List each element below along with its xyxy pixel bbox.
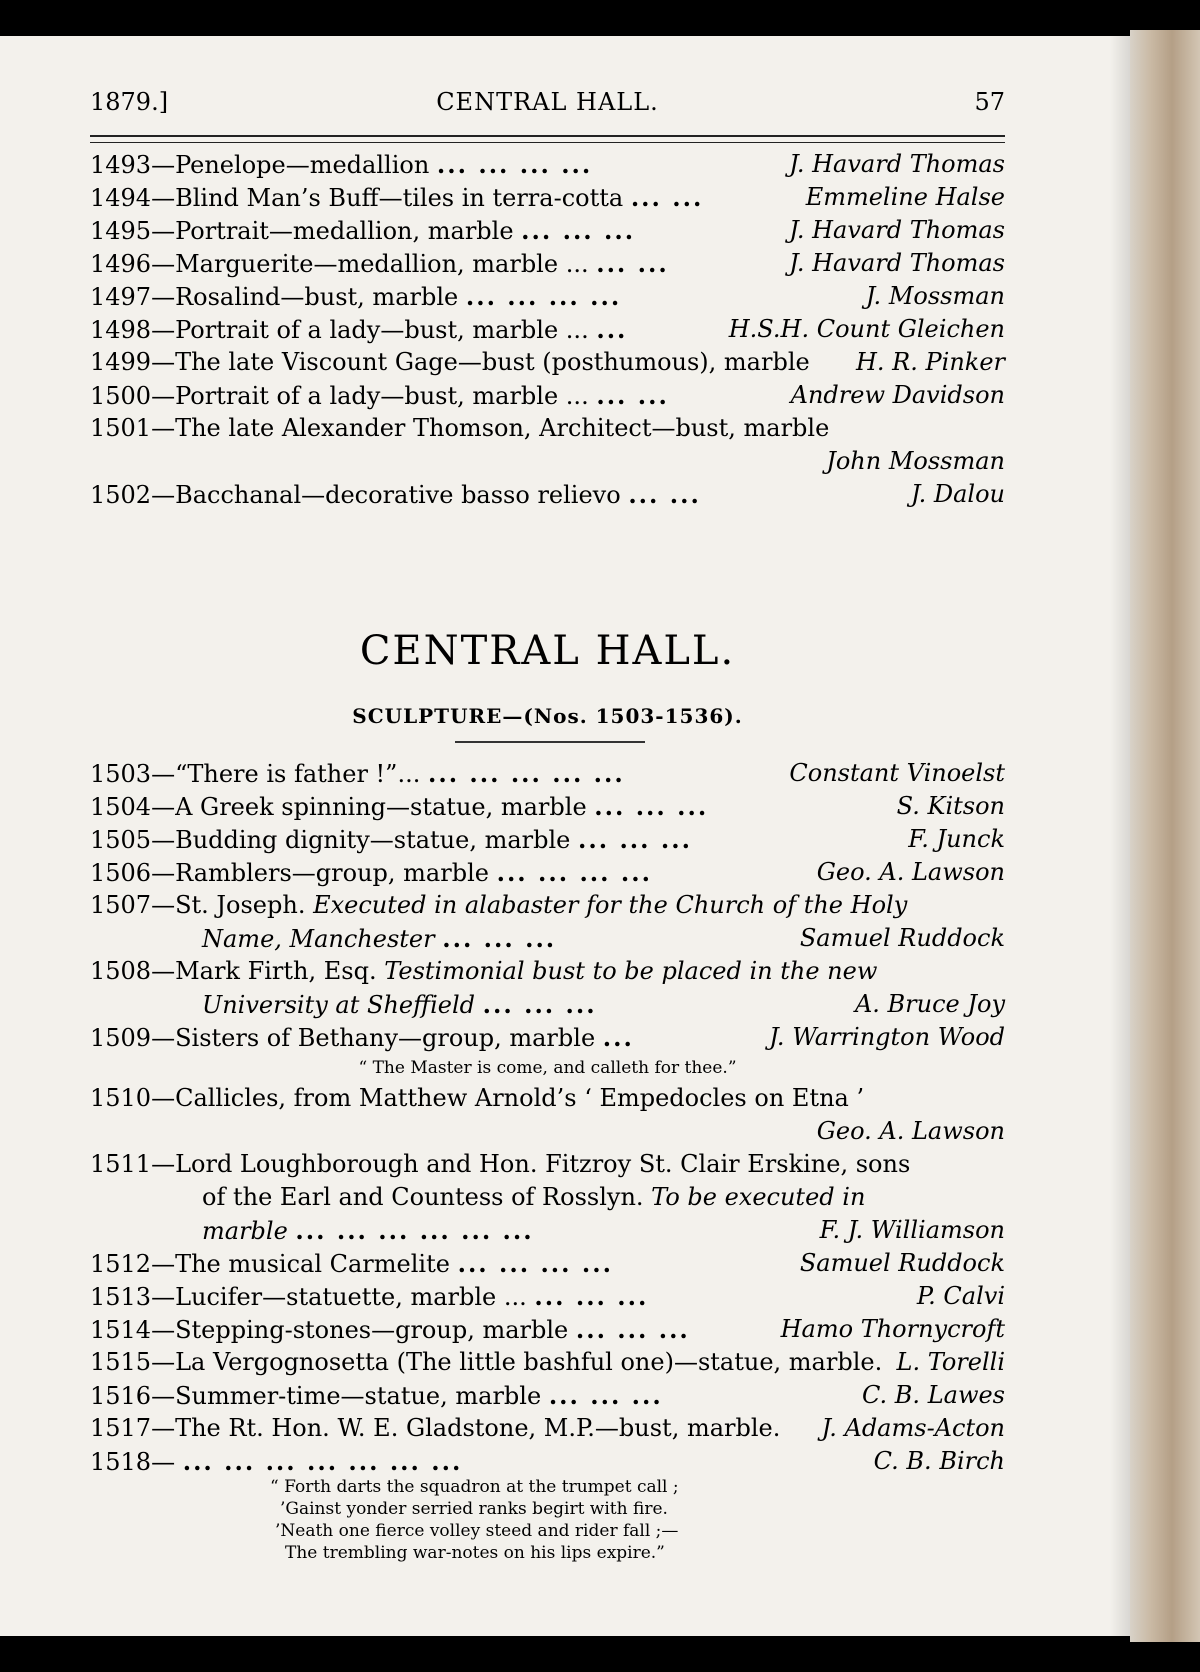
artist-name: A. Bruce Joy [854,990,1005,1018]
entry-title: 1518— [90,1448,176,1476]
page-edges [1130,30,1200,1642]
entry-title: 1513—Lucifer—statuette, marble ... [90,1283,527,1311]
entry-description: Executed in alabaster for the Church of the Holy [313,891,908,919]
catalogue-entry [90,379,1005,412]
artist-name: C. B. Lawes [862,1381,1005,1409]
catalogue-entry [90,346,1005,379]
artist-name: S. Kitson [896,792,1005,820]
leader-dots: ... ... ... ... [436,150,593,179]
artist-name: J. Warrington Wood [769,1023,1005,1051]
verse-line: ’Neath one fierce volley steed and rider fall ;— [275,1521,679,1541]
verse-line: The trembling war-notes on his lips expire.” [285,1543,665,1563]
catalogue-entry [90,1379,1005,1412]
catalogue-entry [90,478,1005,511]
entry-title: 1496—Marguerite—medallion, marble ... [90,250,589,278]
entries-top [90,148,1005,511]
catalogue-entry [90,922,1005,955]
entry-title: 1504—A Greek spinning—statue, marble [90,793,587,821]
entry-text [90,412,829,445]
catalogue-entry [90,148,1005,181]
leader-dots: ... ... ... ... [465,282,622,311]
entry-text [202,1214,534,1248]
entry-text [90,1379,663,1413]
entry-text [90,346,810,379]
entry-text [202,988,597,1022]
catalogue-entry [90,1021,1005,1054]
entry-text [90,478,701,512]
catalogue-entry [90,181,1005,214]
leader-dots: ... ... ... [594,792,709,821]
entry-title: 1514—Stepping-stones—group, marble [90,1316,569,1344]
catalogue-entry [90,823,1005,856]
leader-dots: ... ... ... ... ... [427,759,625,788]
entry-title: 1512—The musical Carmelite [90,1250,450,1278]
entry-quote: “ The Master is come, and calleth for thee.” [358,1058,737,1078]
entry-text [90,214,635,248]
header-rule-thin [90,142,1005,143]
catalogue-entry [90,412,1005,445]
page-number: 57 [974,88,1005,116]
header-rule-thick [90,135,1005,137]
artist-name: Hamo Thornycroft [780,1315,1005,1343]
entry-title: 1502—Bacchanal—decorative basso relievo [90,481,621,509]
entry-text [90,1021,634,1055]
catalogue-entry [90,1313,1005,1346]
entry-text [90,1313,690,1347]
entry-text [90,757,625,791]
entry-text [90,148,592,182]
entry-description: Testimonial bust to be placed in the new [384,957,878,985]
leader-dots: ... ... ... ... ... ... ... [182,1447,463,1476]
entry-text [90,313,627,347]
header-title: CENTRAL HALL. [436,88,659,116]
catalogue-entry [90,445,1005,478]
leader-dots: ... ... ... ... [457,1249,613,1278]
entry-title: 1511—Lord Loughborough and Hon. Fitzroy St. Clair Erskine, sons [90,1150,911,1178]
entry-title: 1515—La Vergognosetta (The little bashful one)—statue, marble. [90,1348,883,1376]
entry-title: 1507—St. Joseph. [90,891,306,919]
catalogue-entry [90,1412,1005,1445]
entry-text [202,1181,865,1214]
catalogue-entry [90,214,1005,247]
entry-title: 1493—Penelope—medallion [90,151,430,179]
entry-title: 1517—The Rt. Hon. W. E. Gladstone, M.P.—bust, marble. [90,1414,781,1442]
entry-text [90,1445,462,1479]
entry-title: 1495—Portrait—medallion, marble [90,217,514,245]
verse-quote [90,1476,1005,1564]
leader-dots: ... ... ... [442,924,557,953]
entry-text [90,1412,780,1445]
entry-text [90,889,907,922]
entry-text [90,790,708,824]
artist-name: Constant Vinoelst [789,759,1005,787]
entry-title: 1516—Summer-time—statue, marble [90,1382,542,1410]
artist-name: J. Havard Thomas [789,216,1005,244]
leader-dots: ... ... ... ... [496,858,652,887]
artist-name: Samuel Ruddock [799,924,1005,952]
entry-title: 1508—Mark Firth, Esq. [90,957,377,985]
catalogue-entry [90,1247,1005,1280]
entry-text [90,1247,613,1281]
verse-line: ’Gainst yonder serried ranks begirt with fire. [280,1499,668,1519]
section-subtitle: SCULPTURE—(Nos. 1503-1536). [352,704,743,728]
catalogue-entry [90,988,1005,1021]
leader-dots: ... ... ... [482,990,597,1019]
entry-text [90,823,692,857]
entry-text [90,1148,910,1181]
catalogue-entry [90,1280,1005,1313]
entry-text [90,247,669,281]
entry-text [90,1082,864,1115]
catalogue-entry [90,889,1005,922]
entry-continuation: Name, Manchester [202,925,435,953]
artist-name: P. Calvi [916,1282,1005,1310]
artist-name: J. Dalou [910,480,1005,508]
leader-dots: ... ... [596,381,669,410]
catalogue-entry [90,313,1005,346]
entries-bottom [90,757,1005,1478]
leader-dots: ... ... [628,480,701,509]
catalogue-entry [90,1148,1005,1181]
leader-dots: ... [596,315,628,344]
catalogue-entry [90,1115,1005,1148]
leader-dots: ... ... ... [548,1381,663,1410]
leader-dots: ... ... ... [534,1282,649,1311]
leader-dots: ... ... [630,183,704,212]
catalogue-entry [90,790,1005,823]
section-title: CENTRAL HALL. [359,628,736,674]
entry-text [90,379,669,413]
entry-title: 1503—“There is father !”... [90,760,421,788]
catalogue-entry [90,757,1005,790]
catalogue-entry [90,247,1005,280]
leader-dots: ... ... ... [578,825,692,854]
entry-continuation: of the Earl and Countess of Rosslyn. [202,1183,644,1211]
entry-title: 1500—Portrait of a lady—bust, marble ... [90,382,589,410]
entry-text [202,922,556,956]
entry-title: 1505—Budding dignity—statue, marble [90,826,571,854]
entry-text [90,955,877,988]
artist-name: J. Adams-Acton [821,1414,1005,1442]
entry-title: 1499—The late Viscount Gage—bust (posthumous), marble [90,348,810,376]
entry-text [90,856,652,890]
entry-title: 1506—Ramblers—group, marble [90,859,489,887]
leader-dots: ... [602,1023,634,1052]
running-header [90,88,1005,122]
entry-title: 1501—The late Alexander Thomson, Architect—bust, marble [90,414,830,442]
page-gutter-shadow [1110,36,1132,1636]
artist-name: Samuel Ruddock [799,1249,1005,1277]
artist-name: H. R. Pinker [855,348,1005,376]
artist-name: Geo. A. Lawson [816,1117,1005,1145]
entry-text [90,280,621,314]
entry-title: 1497—Rosalind—bust, marble [90,283,459,311]
entry-text [90,181,703,215]
artist-name: Andrew Davidson [790,381,1005,409]
entry-title: 1509—Sisters of Bethany—group, marble [90,1024,596,1052]
catalogue-entry [90,1214,1005,1247]
artist-name: F. Junck [908,825,1005,853]
artist-name: J. Havard Thomas [789,249,1005,277]
entry-text [90,1280,648,1314]
entry-continuation: University at Sheffield [202,991,476,1019]
leader-dots: ... ... ... [575,1315,690,1344]
catalogue-entry [90,955,1005,988]
catalogue-entry [90,856,1005,889]
entry-title: 1494—Blind Man’s Buff—tiles in terra-cotta [90,184,624,212]
entry-description: To be executed in [651,1183,866,1211]
artist-name: H.S.H. Count Gleichen [728,315,1005,343]
entry-title: 1498—Portrait of a lady—bust, marble ... [90,316,589,344]
artist-name: C. B. Birch [873,1447,1005,1475]
leader-dots: ... ... ... ... ... ... [295,1216,534,1245]
entry-text [90,1346,882,1379]
catalogue-entry [90,1346,1005,1379]
header-year: 1879.] [90,88,169,116]
artist-name: J. Havard Thomas [789,150,1005,178]
artist-name: F. J. Williamson [819,1216,1005,1244]
artist-name: Emmeline Halse [805,183,1005,211]
artist-name: John Mossman [826,447,1005,475]
leader-dots: ... ... [596,249,669,278]
catalogue-entry [90,1082,1005,1115]
section-rule [455,741,645,743]
entry-title: 1510—Callicles, from Matthew Arnold’s ‘ Empedocles on Etna ’ [90,1084,865,1112]
artist-name: L. Torelli [896,1348,1005,1376]
catalogue-entry [90,1181,1005,1214]
artist-name: J. Mossman [865,282,1005,310]
catalogue-entry [90,280,1005,313]
leader-dots: ... ... ... [521,216,636,245]
entry-continuation: marble [202,1217,288,1245]
artist-name: Geo. A. Lawson [816,858,1005,886]
verse-line: “ Forth darts the squadron at the trumpet call ; [270,1477,679,1497]
catalogue-entry [90,1445,1005,1478]
